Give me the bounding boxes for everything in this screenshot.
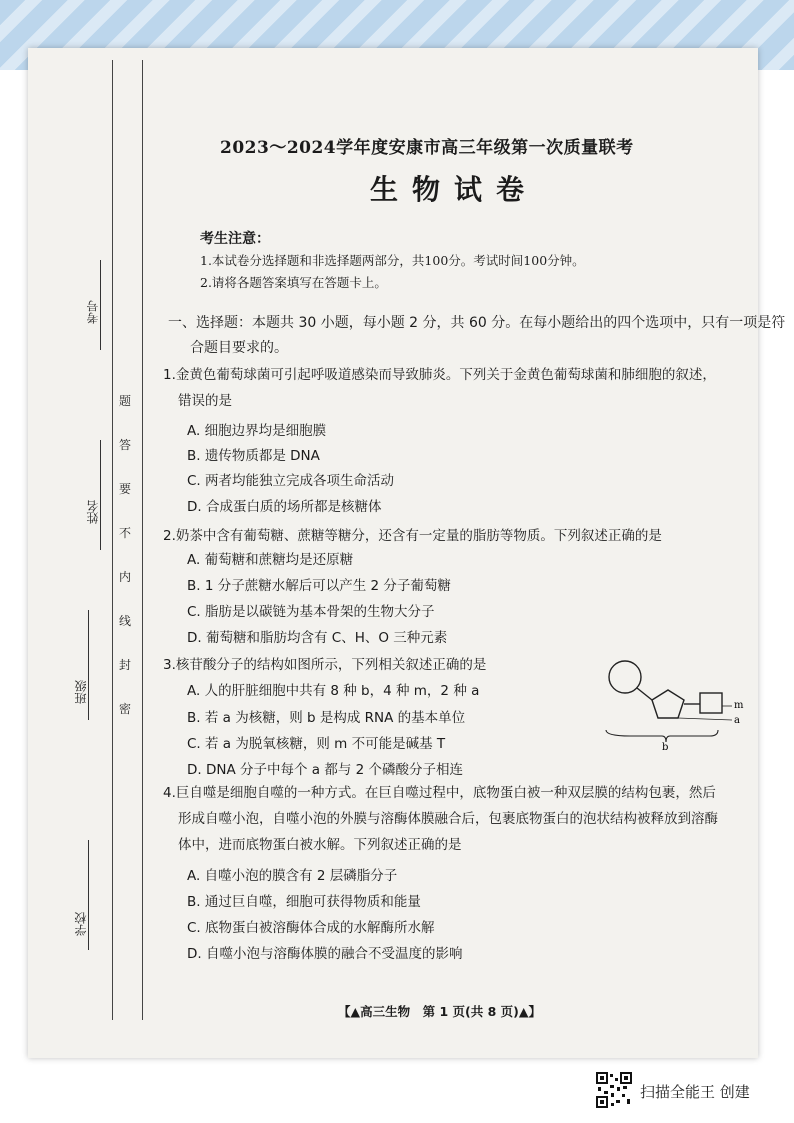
section-heading-line: 合题目要求的。 bbox=[190, 340, 288, 356]
stem-line: 1.金黄色葡萄球菌可引起呼吸道感染而导致肺炎。下列关于金黄色葡萄球菌和肺细胞的叙述， bbox=[163, 367, 716, 383]
q3-option-d: D. DNA 分子中每个 a 都与 2 个磷酸分子相连 bbox=[187, 762, 464, 778]
notice-item: 1.本试卷分选择题和非选择题两部分，共100分。考试时间100分钟。 bbox=[200, 253, 585, 268]
field-name: 姓名 bbox=[86, 500, 100, 524]
notice-heading: 考生注意： bbox=[200, 231, 270, 247]
seal-char: 封 bbox=[119, 658, 132, 672]
q1-option-a: A. 细胞边界均是细胞膜 bbox=[187, 423, 327, 439]
stem-line: 4.巨自噬是细胞自噬的一种方式。在巨自噬过程中，底物蛋白被一种双层膜的结构包裹，然后 bbox=[163, 785, 716, 801]
label-m: m bbox=[734, 700, 744, 711]
field-exam-number: 考号 bbox=[86, 300, 100, 324]
exam-subject: 生物试卷 bbox=[370, 173, 539, 206]
q3-option-a: A. 人的肝脏细胞中共有 8 种 b，4 种 m，2 种 a bbox=[187, 683, 480, 699]
label-a-leader bbox=[678, 718, 732, 720]
page-footer: 【▲高三生物 第 1 页(共 8 页)▲】 bbox=[338, 1004, 541, 1019]
seal-char: 答 bbox=[119, 438, 132, 452]
q2-option-a: A. 葡萄糖和蔗糖均是还原糖 bbox=[187, 552, 354, 568]
label-a: a bbox=[734, 715, 740, 726]
stem-line: 3.核苷酸分子的结构如图所示，下列相关叙述正确的是 bbox=[163, 657, 487, 673]
seal-char: 题 bbox=[119, 394, 132, 408]
q4-option-c: C. 底物蛋白被溶酶体合成的水解酶所水解 bbox=[187, 920, 435, 936]
field-class: 班级 bbox=[74, 680, 88, 704]
q2-option-c: C. 脂肪是以碳链为基本骨架的生物大分子 bbox=[187, 604, 435, 620]
base-square bbox=[700, 693, 722, 713]
exam-title: 2023～2024学年度安康市高三年级第一次质量联考 bbox=[220, 138, 634, 158]
section-heading-line: 一、选择题：本题共 30 小题，每小题 2 分，共 60 分。在每小题给出的四个选项中，只有一项是符 bbox=[168, 315, 786, 331]
field-school: 学校 bbox=[74, 912, 88, 936]
q1-option-c: C. 两者均能独立完成各项生命活动 bbox=[187, 473, 395, 489]
stem-line: 形成自噬小泡，自噬小泡的外膜与溶酶体膜融合后，包裹底物蛋白的泡状结构被释放到溶酶 bbox=[178, 811, 718, 827]
question-4-stem bbox=[163, 780, 773, 858]
binding-line-outer bbox=[112, 60, 113, 1020]
seal-char: 内 bbox=[119, 570, 132, 584]
question-2-stem bbox=[163, 523, 773, 549]
notice-item: 2.请将各题答案填写在答题卡上。 bbox=[200, 275, 387, 290]
nucleotide-structure-diagram bbox=[600, 660, 750, 750]
seal-char: 密 bbox=[119, 702, 132, 716]
phosphate-bond bbox=[637, 688, 652, 700]
q2-option-d: D. 葡萄糖和脂肪均含有 C、H、O 三种元素 bbox=[187, 630, 448, 646]
q4-option-a: A. 自噬小泡的膜含有 2 层磷脂分子 bbox=[187, 868, 398, 884]
scanner-watermark-label: 扫描全能王 创建 bbox=[640, 1083, 750, 1101]
sugar-pentagon bbox=[652, 690, 684, 718]
field-line-exam-number bbox=[100, 260, 101, 350]
field-line-class bbox=[88, 610, 89, 720]
field-line-name bbox=[100, 440, 101, 550]
field-line-school bbox=[88, 840, 89, 950]
section-heading bbox=[168, 311, 786, 361]
q3-option-c: C. 若 a 为脱氧核糖，则 m 不可能是碱基 T bbox=[187, 736, 446, 752]
seal-char: 要 bbox=[119, 482, 132, 496]
label-b: b bbox=[662, 742, 669, 750]
stem-line: 体中，进而底物蛋白被水解。下列叙述正确的是 bbox=[178, 837, 462, 853]
seal-char: 线 bbox=[119, 614, 132, 628]
qr-code-icon bbox=[596, 1072, 632, 1108]
bracket-b bbox=[606, 730, 718, 742]
q4-option-d: D. 自噬小泡与溶酶体膜的融合不受温度的影响 bbox=[187, 946, 463, 962]
q4-option-b: B. 通过巨自噬，细胞可获得物质和能量 bbox=[187, 894, 421, 910]
question-1-stem bbox=[163, 362, 773, 414]
q1-option-b: B. 遗传物质都是 DNA bbox=[187, 448, 320, 464]
q1-option-d: D. 合成蛋白质的场所都是核糖体 bbox=[187, 499, 382, 515]
stem-line: 2.奶茶中含有葡萄糖、蔗糖等糖分，还含有一定量的脂肪等物质。下列叙述正确的是 bbox=[163, 528, 662, 544]
q3-option-b: B. 若 a 为核糖，则 b 是构成 RNA 的基本单位 bbox=[187, 710, 466, 726]
q2-option-b: B. 1 分子蔗糖水解后可以产生 2 分子葡萄糖 bbox=[187, 578, 451, 594]
stem-line: 错误的是 bbox=[178, 393, 232, 409]
seal-char: 不 bbox=[119, 526, 132, 540]
phosphate-circle bbox=[609, 661, 641, 693]
binding-line-inner bbox=[142, 60, 143, 1020]
